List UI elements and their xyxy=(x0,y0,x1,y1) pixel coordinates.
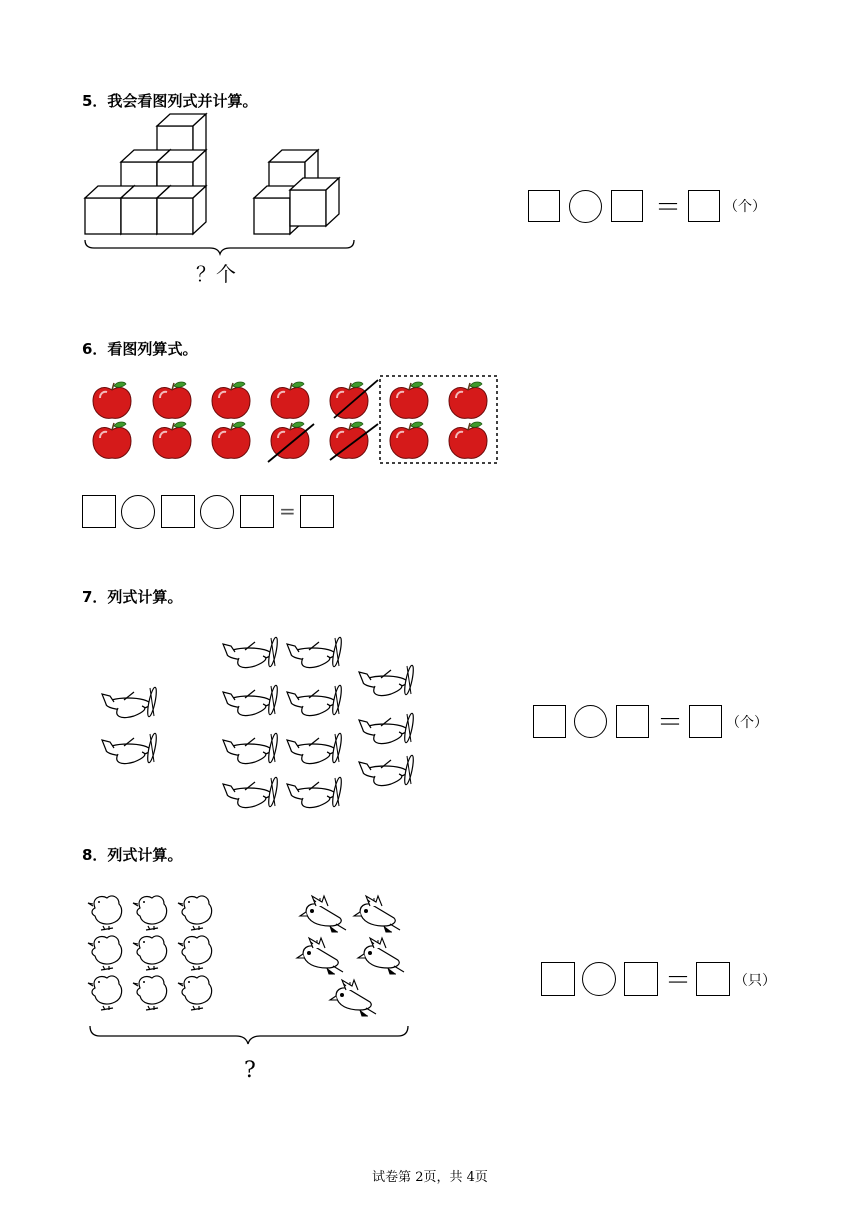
airplane-icon xyxy=(102,687,158,764)
apples-figure xyxy=(82,372,512,467)
unit-label: （只） xyxy=(734,973,776,989)
question-5-title: 5．我会看图列式并计算。 xyxy=(82,92,258,110)
chicks-birds-figure xyxy=(82,886,422,1046)
question-7-title: 7．列式计算。 xyxy=(82,588,183,606)
answer-box[interactable] xyxy=(624,962,658,996)
operator-circle[interactable] xyxy=(121,495,155,529)
cube-icon xyxy=(254,150,339,234)
answer-box[interactable] xyxy=(616,705,649,738)
apple-icon xyxy=(93,382,487,458)
answer-box[interactable] xyxy=(533,705,566,738)
answer-box[interactable] xyxy=(541,962,575,996)
cube-stacks-figure xyxy=(80,120,380,250)
question-8-title: 8．列式计算。 xyxy=(82,846,183,864)
result-box[interactable] xyxy=(688,190,720,222)
answer-box[interactable] xyxy=(82,495,116,528)
page-footer: 试卷第 2页，共 4页 xyxy=(372,1170,488,1185)
result-box[interactable] xyxy=(696,962,730,996)
equals-sign: ＝ xyxy=(665,966,692,996)
answer-box[interactable] xyxy=(240,495,274,528)
cube-icon xyxy=(85,114,206,234)
equals-sign: ＝ xyxy=(657,708,684,738)
equals-sign: ＝ xyxy=(655,193,682,223)
result-box[interactable] xyxy=(689,705,722,738)
question-6-title: 6．看图列算式。 xyxy=(82,340,198,358)
answer-box[interactable] xyxy=(161,495,195,528)
airplane-icon xyxy=(223,637,415,808)
unit-label: （个） xyxy=(726,715,768,731)
unit-label: （个） xyxy=(724,199,766,215)
equals-sign: = xyxy=(279,499,296,523)
brace-label: ？个 xyxy=(196,262,236,286)
operator-circle[interactable] xyxy=(574,705,607,738)
operator-circle[interactable] xyxy=(582,962,616,996)
answer-box[interactable] xyxy=(611,190,643,222)
brace-label: ? xyxy=(244,1058,256,1083)
answer-box[interactable] xyxy=(528,190,560,222)
result-box[interactable] xyxy=(300,495,334,528)
airplanes-figure xyxy=(95,628,435,818)
operator-circle[interactable] xyxy=(200,495,234,529)
operator-circle[interactable] xyxy=(569,190,602,223)
chick-icon xyxy=(88,896,212,1010)
bird-icon xyxy=(297,896,404,1016)
